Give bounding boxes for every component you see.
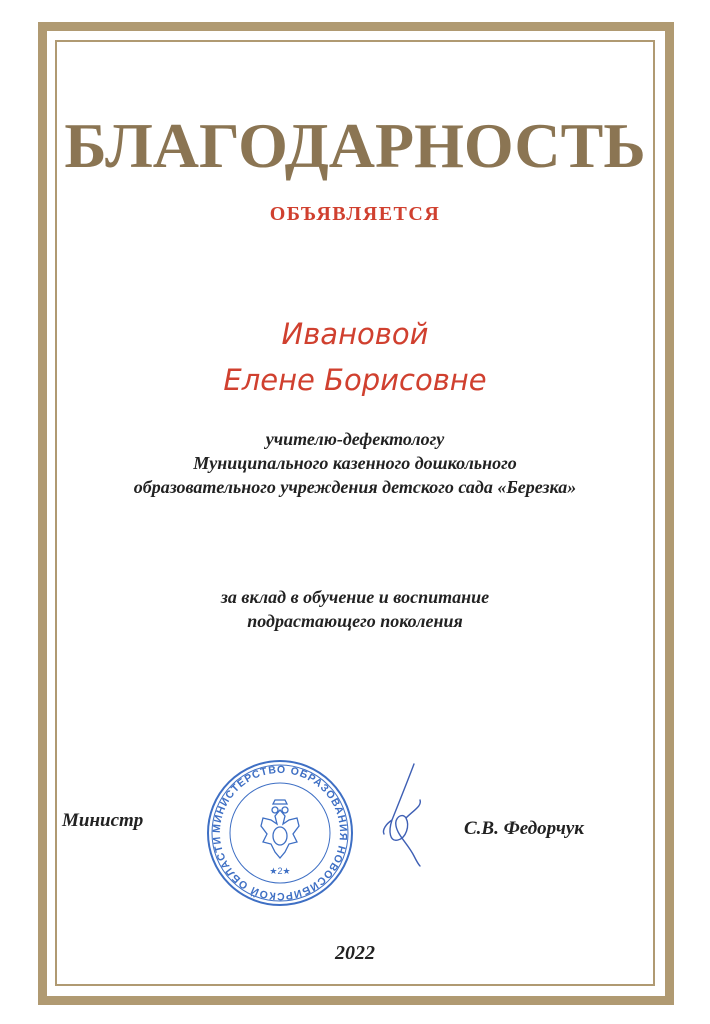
certificate-year: 2022 (335, 942, 375, 964)
signer-name: С.В. Федорчук (464, 818, 584, 839)
recipient-surname: Ивановой (281, 317, 429, 351)
svg-text:★2★: ★2★ (269, 866, 291, 876)
certificate-title: БЛАГОДАРНОСТЬ (64, 110, 646, 181)
merit-line-2: подрастающего поколения (247, 611, 463, 631)
position-line-1: учителю-дефектологу (265, 429, 445, 449)
handwritten-signature (370, 760, 450, 870)
seal-ring-text: МИНИСТЕРСТВО ОБРАЗОВАНИЯ НОВОСИБИРСКОЙ ОБЛАСТИ (210, 763, 350, 903)
merit-line-1: за вклад в обучение и воспитание (220, 587, 490, 607)
official-seal-stamp (205, 758, 355, 908)
signer-title: Министр (62, 810, 144, 831)
position-line-2: Муниципального казенного дошкольного (193, 453, 517, 473)
position-line-3: образовательного учреждения детского сада «Березка» (133, 477, 577, 497)
certificate-subtitle: ОБЪЯВЛЯЕТСЯ (269, 203, 441, 225)
recipient-given-names: Елене Борисовне (223, 363, 487, 397)
eagle-emblem-icon (261, 800, 299, 858)
